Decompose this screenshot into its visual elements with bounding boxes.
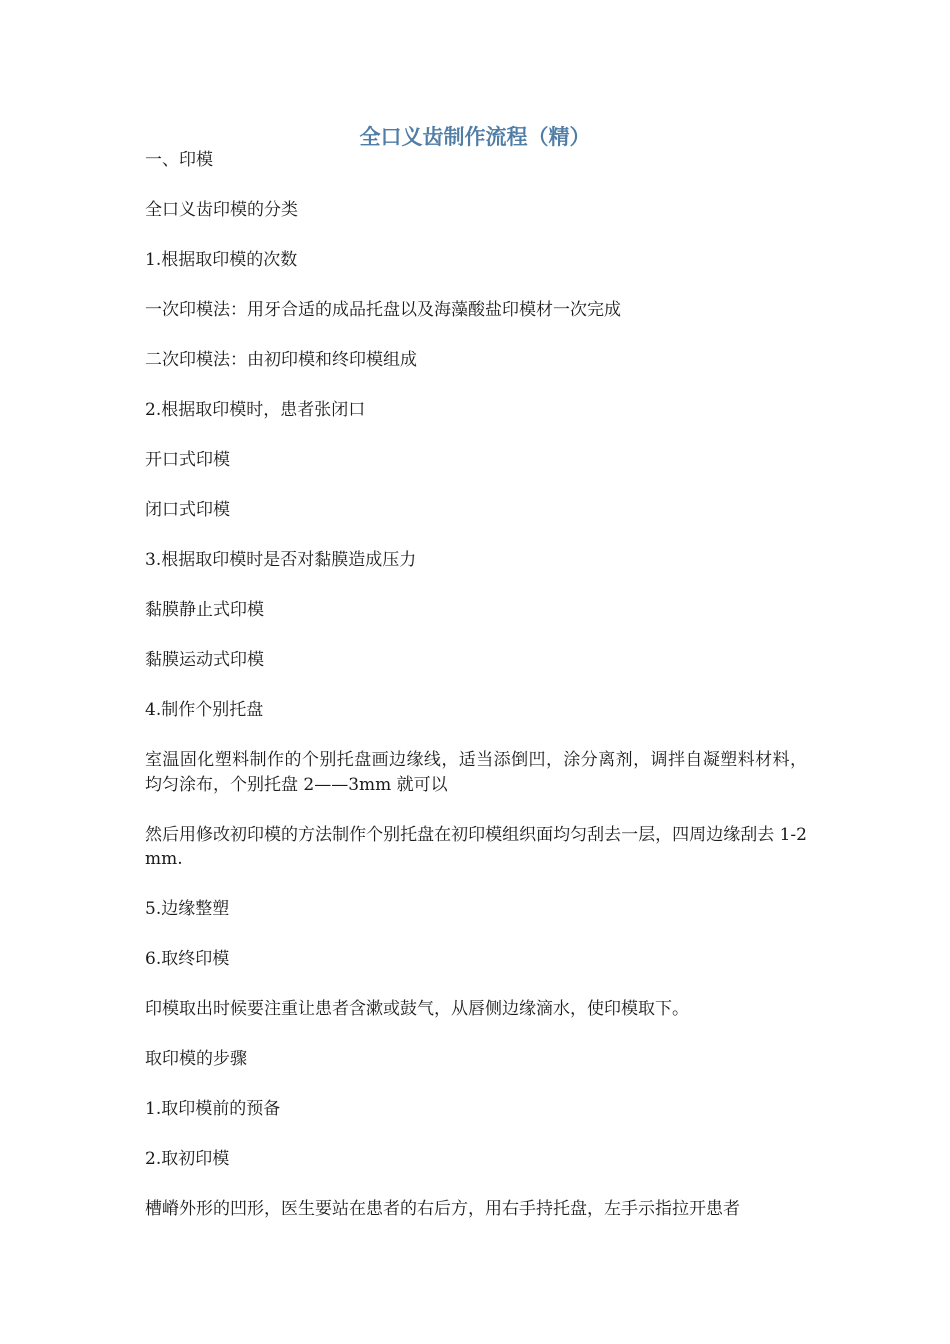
document-title: 全口义齿制作流程（精） bbox=[359, 124, 591, 149]
paragraph: 闭口式印模 bbox=[145, 500, 230, 520]
paragraph: 全口义齿印模的分类 bbox=[145, 200, 298, 220]
paragraph: 1.取印模前的预备 bbox=[145, 1099, 281, 1119]
paragraph: 槽嵴外形的凹形，医生要站在患者的右后方，用右手持托盘，左手示指拉开患者 bbox=[145, 1199, 740, 1219]
paragraph: 取印模的步骤 bbox=[145, 1049, 247, 1069]
paragraph: 3.根据取印模时是否对黏膜造成压力 bbox=[145, 550, 417, 570]
paragraph: 2.取初印模 bbox=[145, 1149, 230, 1169]
paragraph: 1.根据取印模的次数 bbox=[145, 250, 298, 270]
paragraph: 室温固化塑料制作的个别托盘画边缘线，适当添倒凹，涂分离剂，调拌自凝塑料材料，均匀涂布，个别托盘 2——3mm 就可以 bbox=[145, 750, 807, 795]
paragraph: 一次印模法：用牙合适的成品托盘以及海藻酸盐印模材一次完成 bbox=[145, 300, 621, 320]
paragraph: 2.根据取印模时，患者张闭口 bbox=[145, 400, 366, 420]
paragraph: 印模取出时候要注重让患者含漱或鼓气，从唇侧边缘滴水，使印模取下。 bbox=[145, 999, 689, 1019]
paragraph: 黏膜静止式印模 bbox=[145, 600, 264, 620]
paragraph: 5.边缘整塑 bbox=[145, 899, 230, 919]
paragraph: 然后用修改初印模的方法制作个别托盘在初印模组织面均匀刮去一层，四周边缘刮去 1-2mm. bbox=[145, 824, 807, 869]
paragraph: 4.制作个别托盘 bbox=[145, 700, 264, 720]
document-body bbox=[145, 148, 807, 1247]
paragraph: 二次印模法：由初印模和终印模组成 bbox=[145, 350, 417, 370]
paragraph: 黏膜运动式印模 bbox=[145, 650, 264, 670]
paragraph: 一、印模 bbox=[145, 150, 213, 170]
paragraph: 开口式印模 bbox=[145, 450, 230, 470]
paragraph: 6.取终印模 bbox=[145, 949, 230, 969]
